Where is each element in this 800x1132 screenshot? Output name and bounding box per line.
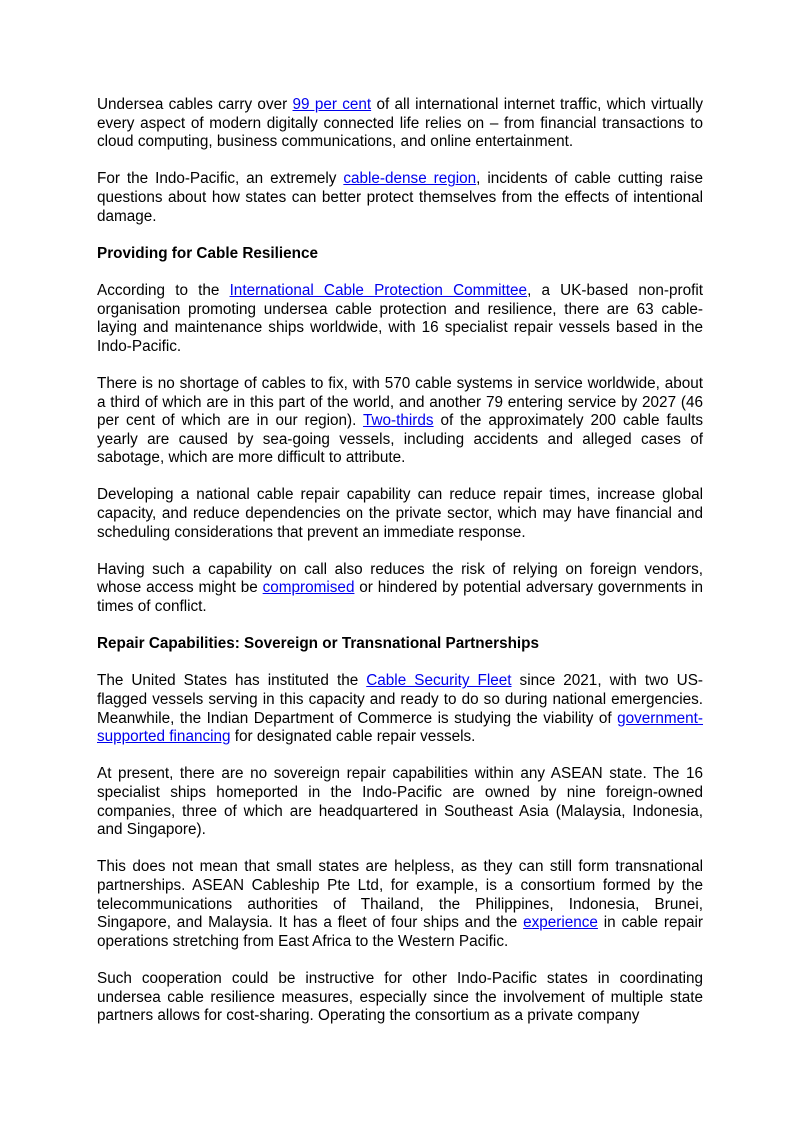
document-page	[97, 96, 703, 1044]
link-experience[interactable]: experience	[523, 914, 598, 932]
link-99-per-cent[interactable]: 99 per cent	[292, 96, 372, 113]
paragraph-national-capability: Developing a national cable repair capability can reduce repair times, increase global capacity, and reduce dependencies on the private sector, which may have financial and scheduling considerations that prevent an immediate response.	[97, 486, 703, 541]
link-cable-dense-region[interactable]: cable-dense region	[343, 170, 477, 188]
link-government-supported-financing[interactable]: government-supported financing	[97, 709, 703, 746]
paragraph-transnational-partnerships: This does not mean that small states are helpless, as they can still form transnational partnerships. ASEAN Cableship Pte Ltd, for example, is a consortium formed by the telecommunications authorities of Thailand, the Philippines, Indonesia, Brunei, Singapore, and Malaysia. It has a fleet of four ships and the experience in cable repair operations stretching from East Africa to the Western Pacific.	[97, 858, 703, 950]
paragraph-icpc: According to the International Cable Protection Committee, a UK-based non-profit organisation promoting undersea cable protection and resilience, there are 63 cable-laying and maintenance ships worldwide, with 16 specialist repair vessels based in the Indo-Pacific.	[97, 281, 703, 355]
heading-repair-capabilities: Repair Capabilities: Sovereign or Transnational Partnerships	[97, 635, 540, 653]
paragraph-asean-state: At present, there are no sovereign repair capabilities within any ASEAN state. The 16 specialist ships homeported in the Indo-Pacific are owned by nine foreign-owned companies, three of which are headquartered in Southeast Asia (Malaysia, Indonesia, and Singapore).	[97, 765, 703, 839]
paragraph-foreign-vendors: Having such a capability on call also reduces the risk of relying on foreign vendors, whose access might be compromised or hindered by potential adversary governments in times of conflict.	[97, 560, 704, 616]
link-cable-security-fleet[interactable]: Cable Security Fleet	[366, 672, 512, 690]
link-compromised[interactable]: compromised	[262, 579, 355, 597]
paragraph-undersea-cables: Undersea cables carry over 99 per cent of all international internet traffic, which virtually every aspect of modern digitally connected life relies on – from financial transactions to cloud computing, business communications, and online entertainment.	[97, 96, 703, 151]
paragraph-cooperation: Such cooperation could be instructive for other Indo-Pacific states in coordinating undersea cable resilience measures, especially since the involvement of multiple state partners allows for cost-sharing. Operating the consortium as a private company	[97, 969, 703, 1025]
paragraph-cable-systems: There is no shortage of cables to fix, with 570 cable systems in service worldwide, about a third of which are in this part of the world, and another 79 entering service by 2027 (46 per cent of which are in our region). Two-thirds of the approximately 200 cable faults yearly are caused by sea-going vessels, including accidents and alleged cases of sabotage, which are more difficult to attribute.	[97, 374, 703, 467]
heading-cable-resilience: Providing for Cable Resilience	[97, 244, 319, 262]
link-icpc[interactable]: International Cable Protection Committee	[229, 281, 528, 299]
paragraph-united-states: The United States has instituted the Cable Security Fleet since 2021, with two US-flagged vessels serving in this capacity and ready to do so during national emergencies. Meanwhile, the Indian Department of Commerce is studying the viability of government-supported financing for designated cable repair vessels.	[97, 672, 703, 746]
link-two-thirds[interactable]: Two-thirds	[363, 412, 434, 430]
paragraph-indo-pacific: For the Indo-Pacific, an extremely cable-dense region, incidents of cable cutting raise questions about how states can better protect themselves from the effects of intentional damage.	[97, 170, 703, 225]
